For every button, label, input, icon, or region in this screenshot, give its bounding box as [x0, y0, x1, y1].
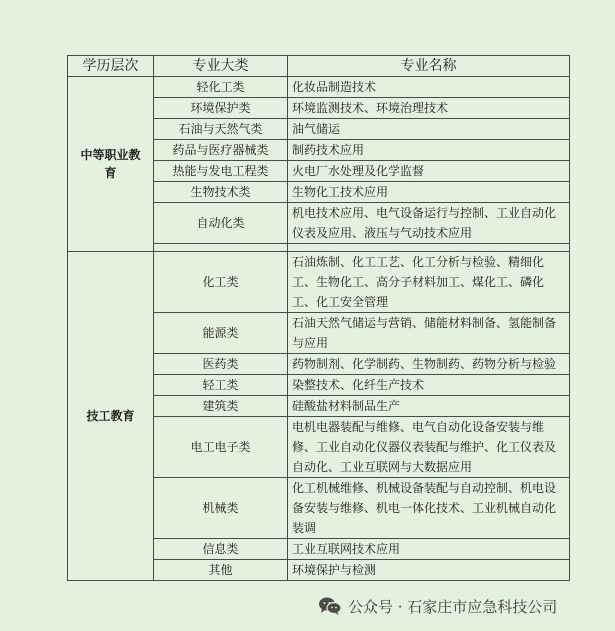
category-cell: 轻工类 [154, 375, 288, 396]
footer-attribution [318, 593, 608, 619]
major-cell: 化工机械维修、机械设备装配与自动控制、机电设备安装与维修、机电一体化技术、工业机械自动化装调 [288, 478, 570, 539]
category-cell: 药品与医疗器械类 [154, 140, 288, 161]
category-cell: 自动化类 [154, 203, 288, 244]
level-cell: 技工教育 [68, 252, 154, 581]
majors-table-container [67, 55, 569, 581]
category-cell: 能源类 [154, 313, 288, 354]
major-cell: 火电厂水处理及化学监督 [288, 161, 570, 182]
category-cell: 石油与天然气类 [154, 119, 288, 140]
major-cell: 油气储运 [288, 119, 570, 140]
major-cell: 药物制剂、化学制药、生物制药、药物分析与检验 [288, 354, 570, 375]
footer-text: 公众号 · 石家庄市应急科技公司 [348, 597, 558, 616]
empty-cell [154, 244, 288, 252]
category-cell: 机械类 [154, 478, 288, 539]
category-cell: 其他 [154, 560, 288, 581]
header-category: 专业大类 [154, 56, 288, 77]
header-major: 专业名称 [288, 56, 570, 77]
major-cell: 制药技术应用 [288, 140, 570, 161]
major-cell: 机电技术应用、电气设备运行与控制、工业自动化仪表及应用、液压与气动技术应用 [288, 203, 570, 244]
major-cell: 石油炼制、化工工艺、化工分析与检验、精细化工、生物化工、高分子材料加工、煤化工、磷化工、化工安全管理 [288, 252, 570, 313]
empty-cell [288, 244, 570, 252]
major-cell: 染整技术、化纤生产技术 [288, 375, 570, 396]
major-cell: 电机电器装配与维修、电气自动化设备安装与维修、工业自动化仪器仪表装配与维护、化工仪表及自动化、工业互联网与大数据应用 [288, 417, 570, 478]
table-header-row [68, 56, 570, 77]
category-cell: 信息类 [154, 539, 288, 560]
major-cell: 化妆品制造技术 [288, 77, 570, 98]
major-cell: 环境监测技术、环境治理技术 [288, 98, 570, 119]
category-cell: 建筑类 [154, 396, 288, 417]
category-cell: 电工电子类 [154, 417, 288, 478]
category-cell: 医药类 [154, 354, 288, 375]
major-cell: 环境保护与检测 [288, 560, 570, 581]
major-cell: 工业互联网技术应用 [288, 539, 570, 560]
level-cell: 中等职业教育 [68, 77, 154, 252]
table-row [68, 252, 570, 313]
major-cell: 生物化工技术应用 [288, 182, 570, 203]
major-cell: 石油天然气储运与营销、储能材料制备、氢能制备与应用 [288, 313, 570, 354]
table-row [68, 77, 570, 98]
category-cell: 环境保护类 [154, 98, 288, 119]
major-cell: 硅酸盐材料制品生产 [288, 396, 570, 417]
header-level: 学历层次 [68, 56, 154, 77]
majors-table [67, 55, 570, 581]
category-cell: 化工类 [154, 252, 288, 313]
category-cell: 生物技术类 [154, 182, 288, 203]
category-cell: 轻化工类 [154, 77, 288, 98]
category-cell: 热能与发电工程类 [154, 161, 288, 182]
wechat-icon [318, 596, 342, 616]
